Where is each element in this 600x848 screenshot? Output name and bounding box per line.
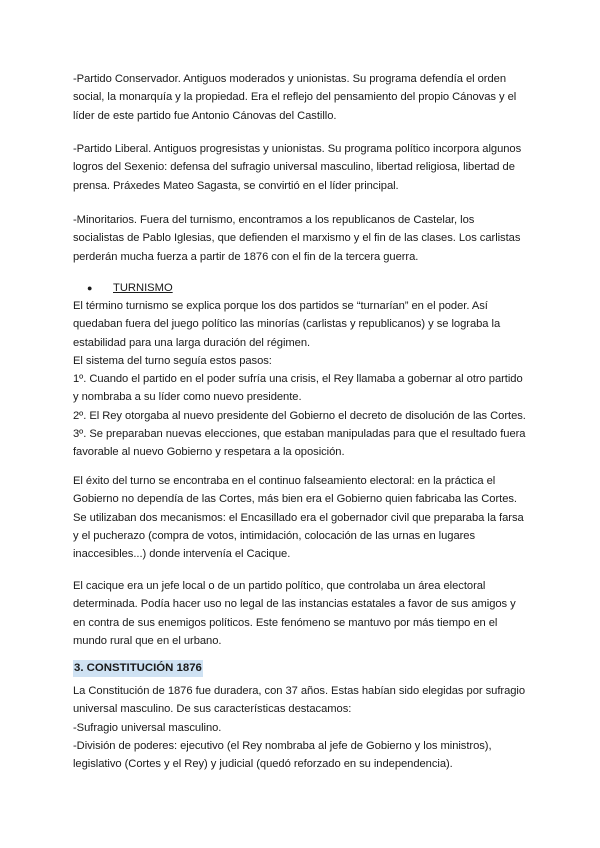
section-title-turnismo: TURNISMO <box>113 282 173 294</box>
text-line: El cacique era un jefe local o de un partido político, que controlaba un área electoral <box>73 580 486 592</box>
text-line: 2º. El Rey otorgaba al nuevo presidente del Gobierno el decreto de disolución de las Cortes. <box>73 409 526 422</box>
text-line: 1º. Cuando el partido en el poder sufría una crisis, el Rey llamaba a gobernar al otro partido <box>73 373 523 386</box>
text-line: El término turnismo se explica porque los dos partidos se “turnarían” en el poder. Así <box>73 300 488 312</box>
paragraph-minoritarios <box>73 211 533 266</box>
text-line: Gobierno no dependía de las Cortes, más bien era el Gobierno quien fabricaba las Cortes. <box>73 493 517 506</box>
text-line: -División de poderes: ejecutivo (el Rey nombraba al jefe de Gobierno y los ministros), <box>73 739 492 752</box>
text-line: en contra de sus enemigos políticos. Este fenómeno se mantuvo por más tiempo en el <box>73 616 498 629</box>
text-line: 3º. Se preparaban nuevas elecciones, que estaban manipuladas para que el resultado fuera <box>73 428 526 441</box>
text-line: inaccesibles...) donde intervenía el Cacique. <box>73 548 291 561</box>
text-line: perderán mucha fuerza a partir de 1876 con el fin de la tercera guerra. <box>73 250 419 263</box>
text-line: y el pucherazo (compra de votos, intimidación, colocación de las urnas en lugares <box>73 529 476 542</box>
paragraph-turnismo <box>73 297 533 462</box>
paragraph-exito-turno <box>73 472 533 563</box>
text-line: legislativo (Cortes y el Rey) y judicial (quedó reforzado en su independencia). <box>73 758 453 771</box>
text-line: y nombraba a su líder como nuevo presidente. <box>73 391 302 404</box>
text-line: mundo rural que en el urbano. <box>73 634 222 647</box>
text-line: determinada. Podía hacer uso no legal de las instancias estatales a favor de sus amigos y <box>73 598 516 611</box>
text-line: logros del Sexenio: defensa del sufragio universal masculino, libertad religiosa, libertad de <box>73 161 515 174</box>
section-heading-constitucion: 3. CONSTITUCIÓN 1876 <box>73 660 203 677</box>
text-line: favorable al nuevo Gobierno y respetara a la oposición. <box>73 446 345 459</box>
text-line: -Sufragio universal masculino. <box>73 721 222 734</box>
text-line: social, la monarquía y la propiedad. Era el reflejo del pensamiento del propio Cánovas y el <box>73 91 517 104</box>
text-line: quedaban fuera del juego político las minorías (carlistas y republicanos) y se lograba la <box>73 318 501 331</box>
text-line: prensa. Práxedes Mateo Sagasta, se convirtió en el líder principal. <box>73 179 399 192</box>
text-line: estabilidad para una larga duración del régimen. <box>73 336 311 349</box>
text-line: líder de este partido fue Antonio Cánovas del Castillo. <box>73 109 337 122</box>
paragraph-partido-conservador <box>73 70 533 125</box>
text-line: universal masculino. De sus características destacamos: <box>73 703 352 716</box>
text-line: -Partido Liberal. Antiguos progresistas y unionistas. Su programa político incorpora algunos <box>73 143 522 155</box>
bullet-icon: ● <box>87 283 93 293</box>
paragraph-constitucion <box>73 682 533 773</box>
text-line: El éxito del turno se encontraba en el continuo falseamiento electoral: en la práctica el <box>73 475 496 487</box>
text-line: La Constitución de 1876 fue duradera, con 37 años. Estas habían sido elegidas por sufragio <box>73 685 526 697</box>
text-line: -Partido Conservador. Antiguos moderados y unionistas. Su programa defendía el orden <box>73 73 506 85</box>
paragraph-partido-liberal <box>73 140 533 195</box>
text-line: Se utilizaban dos mecanismos: el Encasillado era el gobernador civil que preparaba la farsa <box>73 511 524 524</box>
text-line: -Minoritarios. Fuera del turnismo, encontramos a los republicanos de Castelar, los <box>73 214 475 226</box>
text-line: El sistema del turno seguía estos pasos: <box>73 354 272 367</box>
text-line: socialistas de Pablo Iglesias, que defienden el marxismo y el fin de las clases. Los carlistas <box>73 232 521 245</box>
paragraph-cacique <box>73 577 533 650</box>
